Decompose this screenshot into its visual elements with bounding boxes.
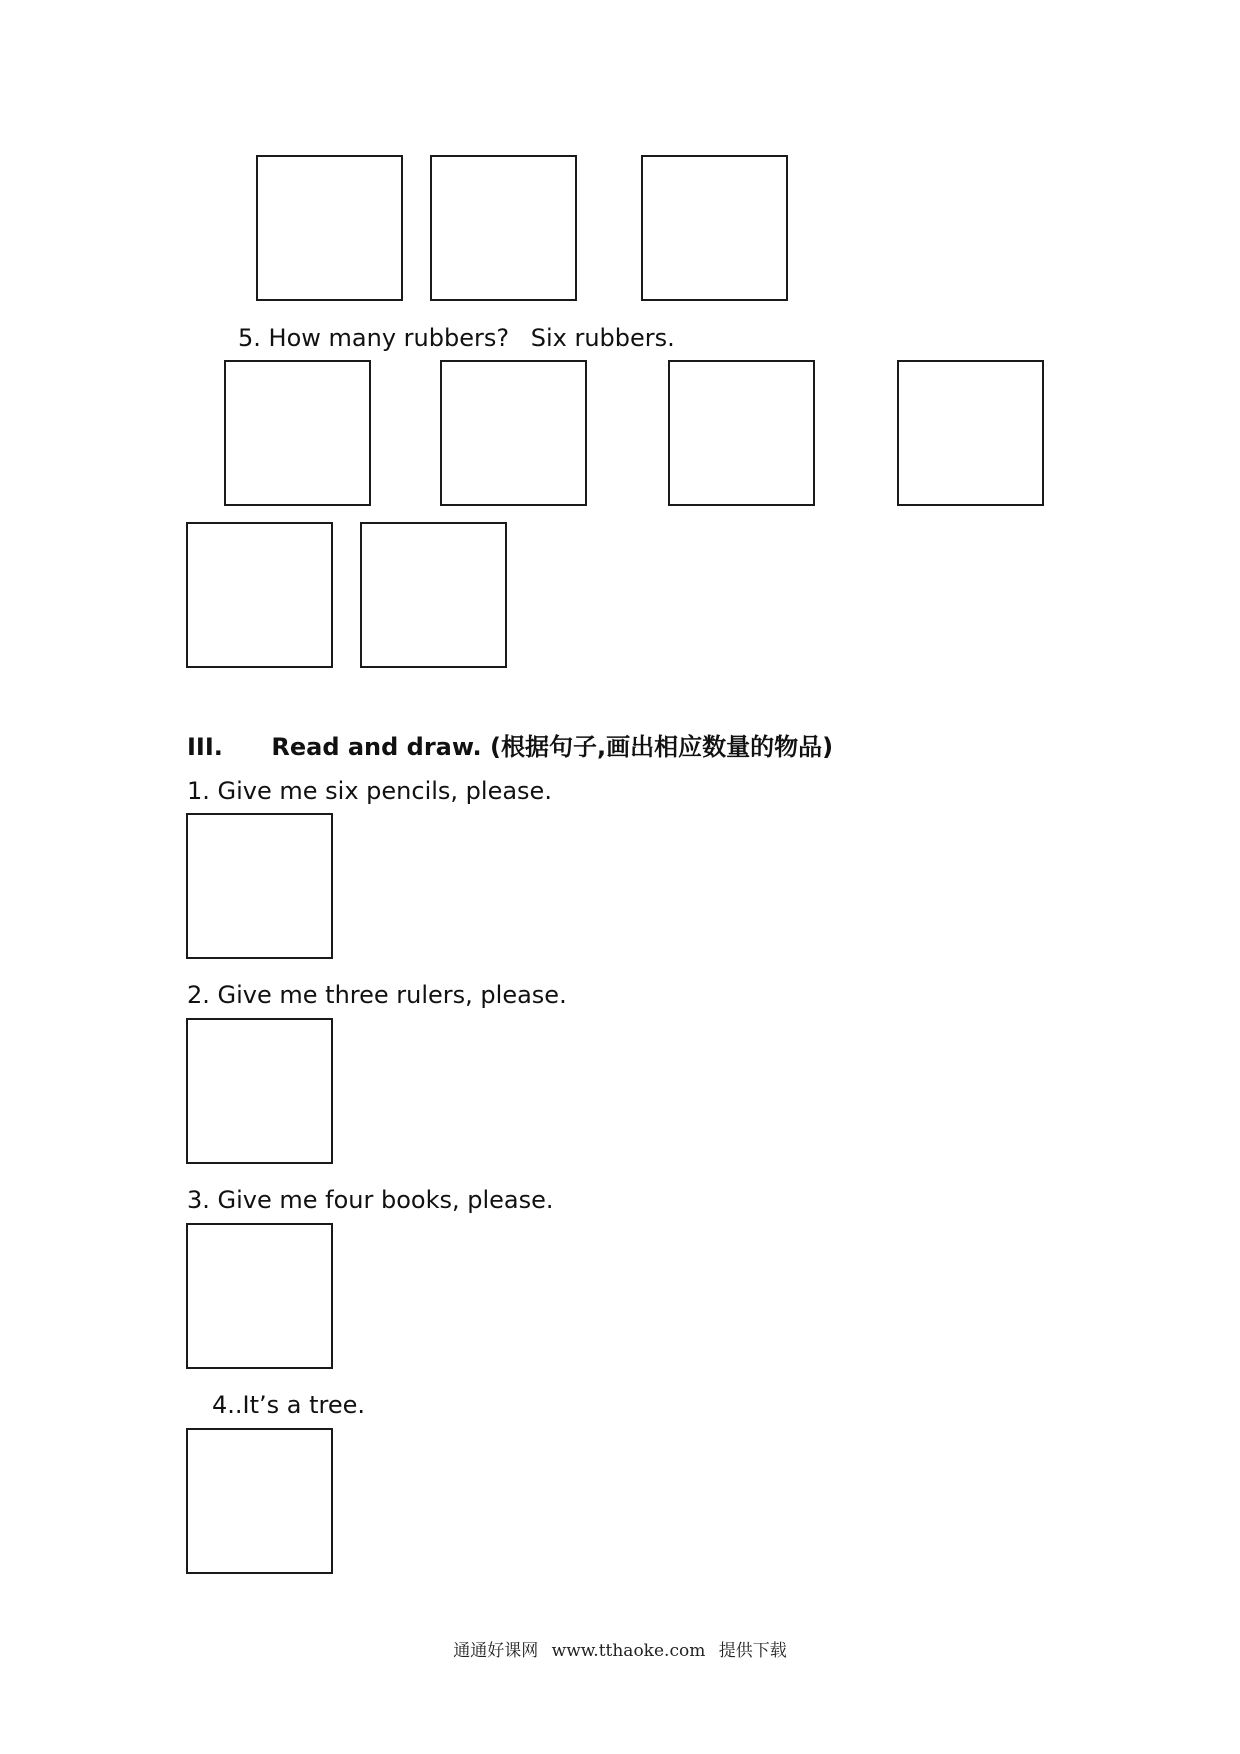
- question-number: 5.: [238, 324, 261, 352]
- item-1-text: 1. Give me six pencils, please.: [187, 777, 552, 805]
- footer-url: www.tthaoke.com: [551, 1641, 706, 1661]
- drawing-box: [186, 1223, 333, 1369]
- footer-note: 提供下载: [718, 1641, 787, 1661]
- section-instruction: (根据句子,画出相应数量的物品): [490, 733, 834, 761]
- drawing-box: [186, 1018, 333, 1164]
- item-4-text: 4..It’s a tree.: [212, 1391, 366, 1419]
- item-2-text: 2. Give me three rulers, please.: [187, 981, 567, 1009]
- section-title: Read and draw.: [271, 733, 482, 761]
- drawing-box: [186, 1428, 333, 1574]
- answer-text: Six rubbers.: [530, 324, 675, 352]
- drawing-box: [897, 360, 1044, 506]
- section-numeral: III.: [187, 733, 223, 761]
- page-footer: [0, 1636, 1240, 1661]
- drawing-box: [430, 155, 577, 301]
- footer-site-name: 通通好课网: [453, 1641, 539, 1661]
- question-text: How many rubbers?: [268, 324, 510, 352]
- drawing-box: [440, 360, 587, 506]
- question-5: [238, 326, 675, 350]
- drawing-box: [186, 813, 333, 959]
- section-heading: [187, 735, 833, 759]
- drawing-box: [186, 522, 333, 668]
- drawing-box: [224, 360, 371, 506]
- drawing-box: [360, 522, 507, 668]
- drawing-box: [641, 155, 788, 301]
- item-3-text: 3. Give me four books, please.: [187, 1186, 554, 1214]
- drawing-box: [668, 360, 815, 506]
- drawing-box: [256, 155, 403, 301]
